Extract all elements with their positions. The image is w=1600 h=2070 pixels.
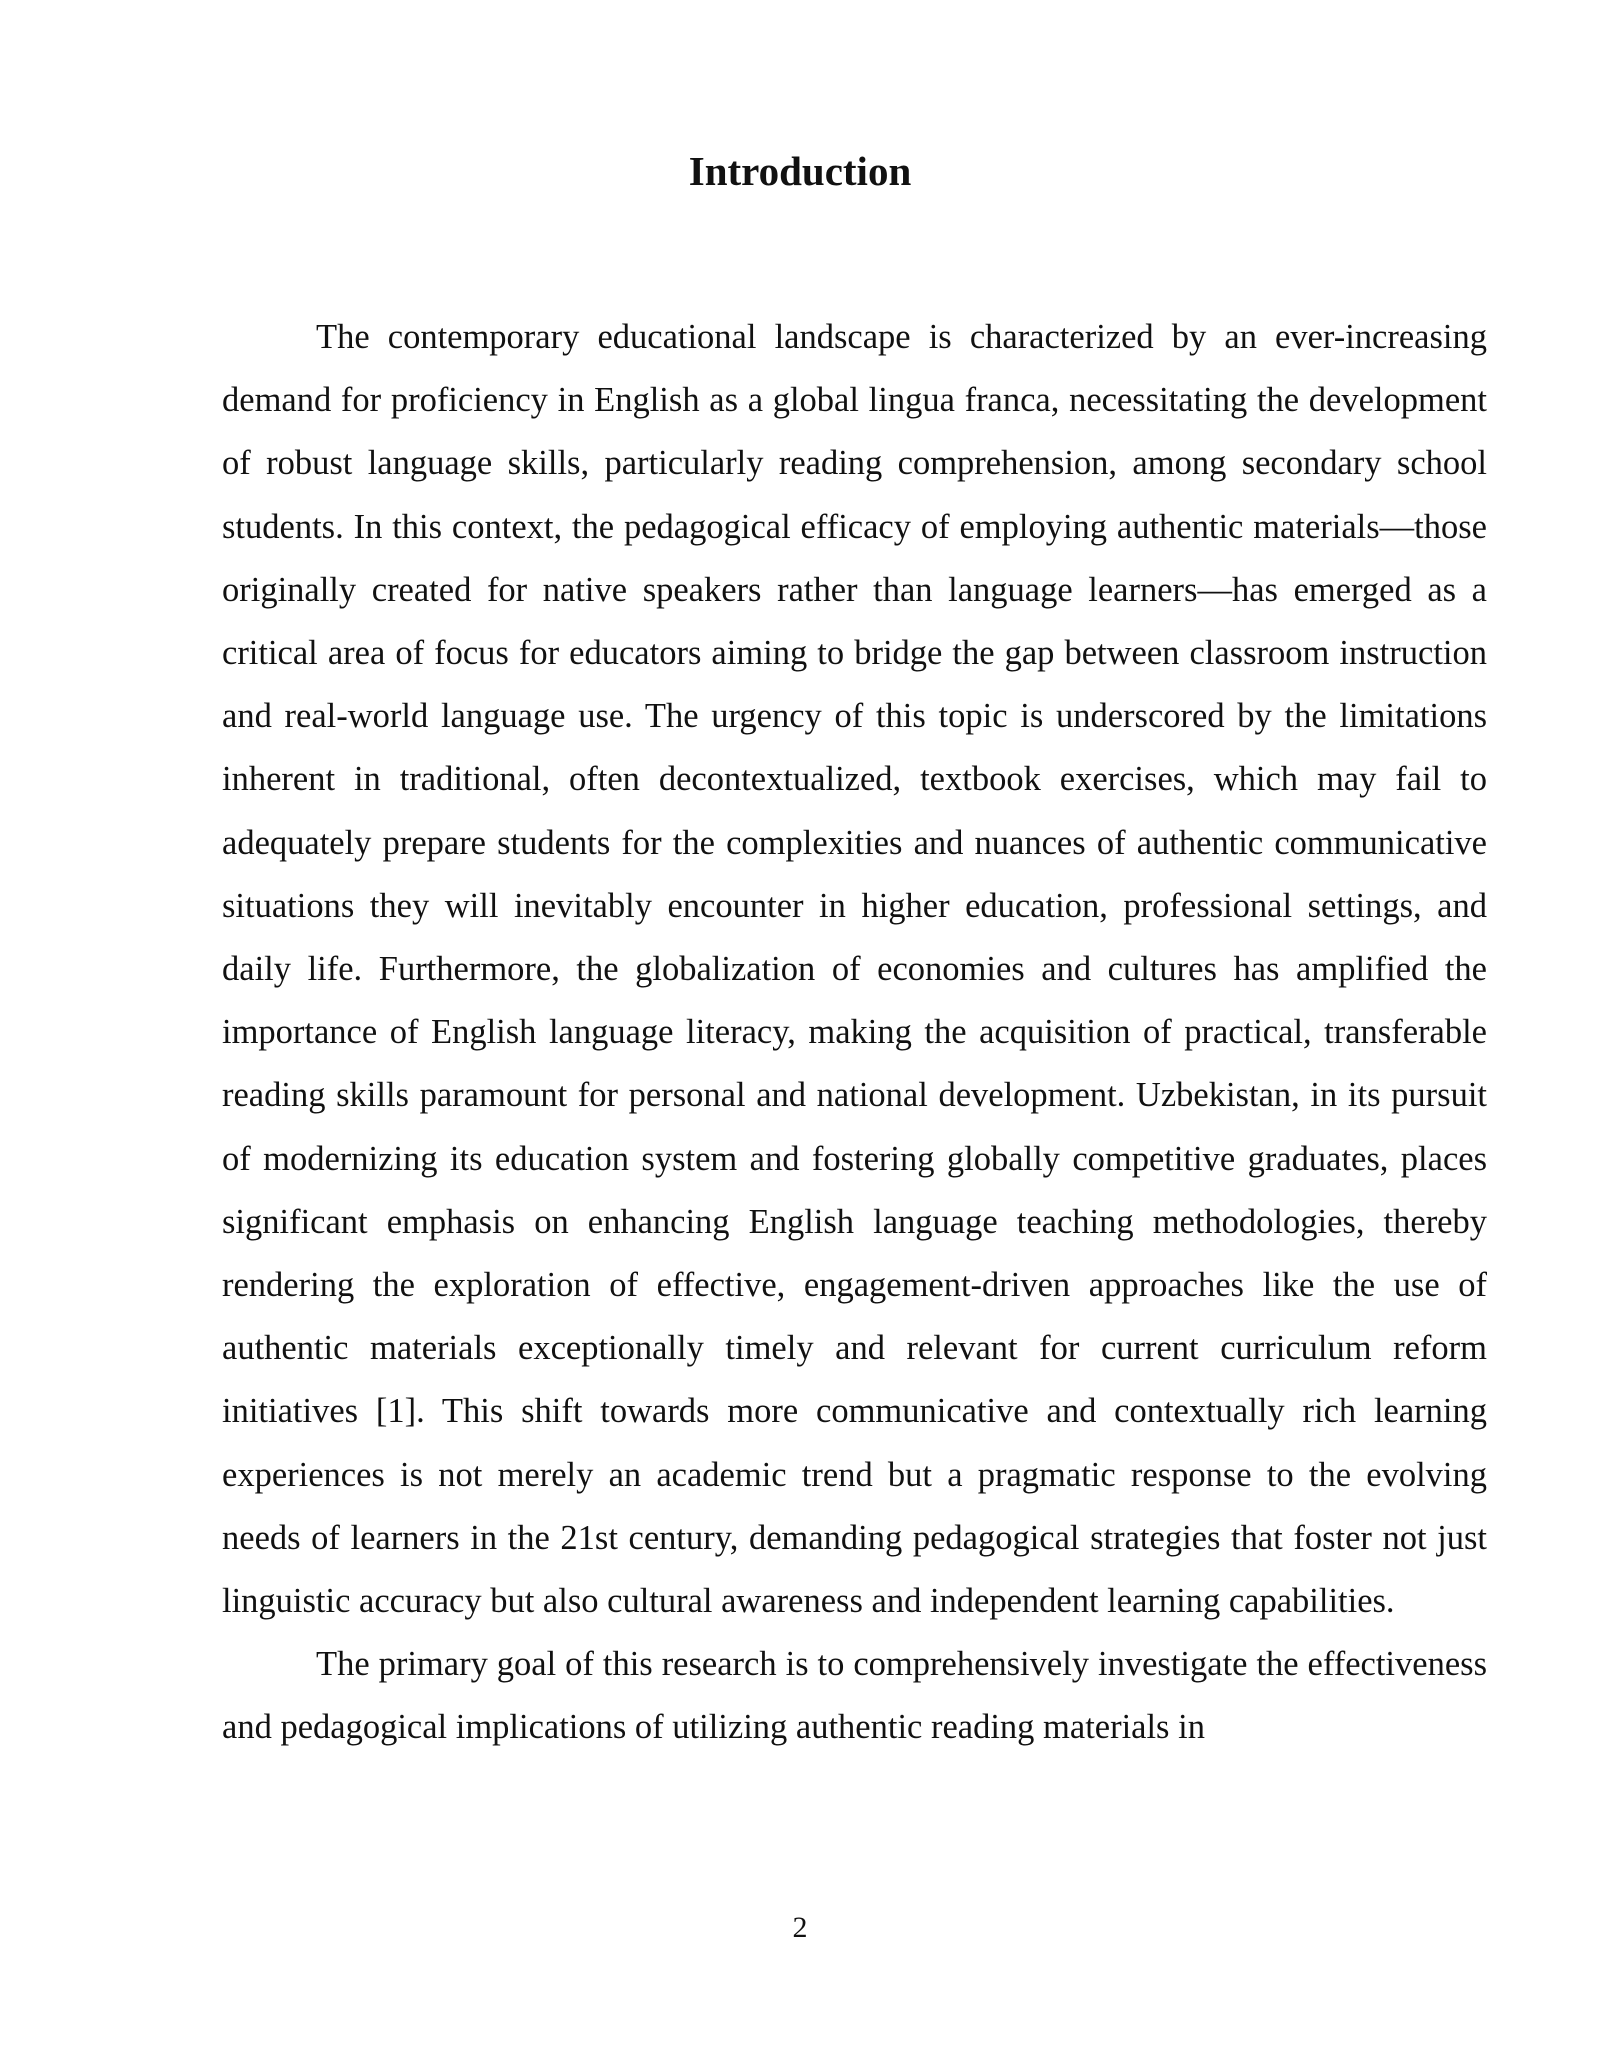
paragraph-2: The primary goal of this research is to comprehensively investigate the effectiveness and pedagogical implications of utilizing authentic reading materials in <box>222 1645 1487 1747</box>
page-number: 2 <box>792 1911 808 1944</box>
page-title: Introduction <box>688 148 912 194</box>
body-text <box>222 306 1487 1760</box>
paragraph-1: The contemporary educational landscape is characterized by an ever-increasing demand for proficiency in English as a global lingua franca, necessitating the development of robust language skills, particularly reading comprehension, among secondary school students. In this context, the pedagogical efficacy of employing authentic materials—those originally created for native speakers rather than language learners—has emerged as a critical area of focus for educators aiming to bridge the gap between classroom instruction and real-world language use. The urgency of this topic is underscored by the limitations inherent in traditional, often decontextualized, textbook exercises, which may fail to adequately prepare students for the complexities and nuances of authentic communicative situations they will inevitably encounter in higher education, professional settings, and daily life. Furthermore, the globalization of economies and cultures has amplified the importance of English language literacy, making the acquisition of practical, transferable reading skills paramount for personal and national development. Uzbekistan, in its pursuit of modernizing its education system and fostering globally competitive graduates, places significant emphasis on enhancing English language teaching methodologies, thereby rendering the exploration of effective, engagement-driven approaches like the use of authentic materials exceptionally timely and relevant for current curriculum reform initiatives [1]. This shift towards more communicative and contextually rich learning experiences is not merely an academic trend but a pragmatic response to the evolving needs of learners in the 21st century, demanding pedagogical strategies that foster not just linguistic accuracy but also cultural awareness and independent learning capabilities. <box>222 318 1487 1621</box>
